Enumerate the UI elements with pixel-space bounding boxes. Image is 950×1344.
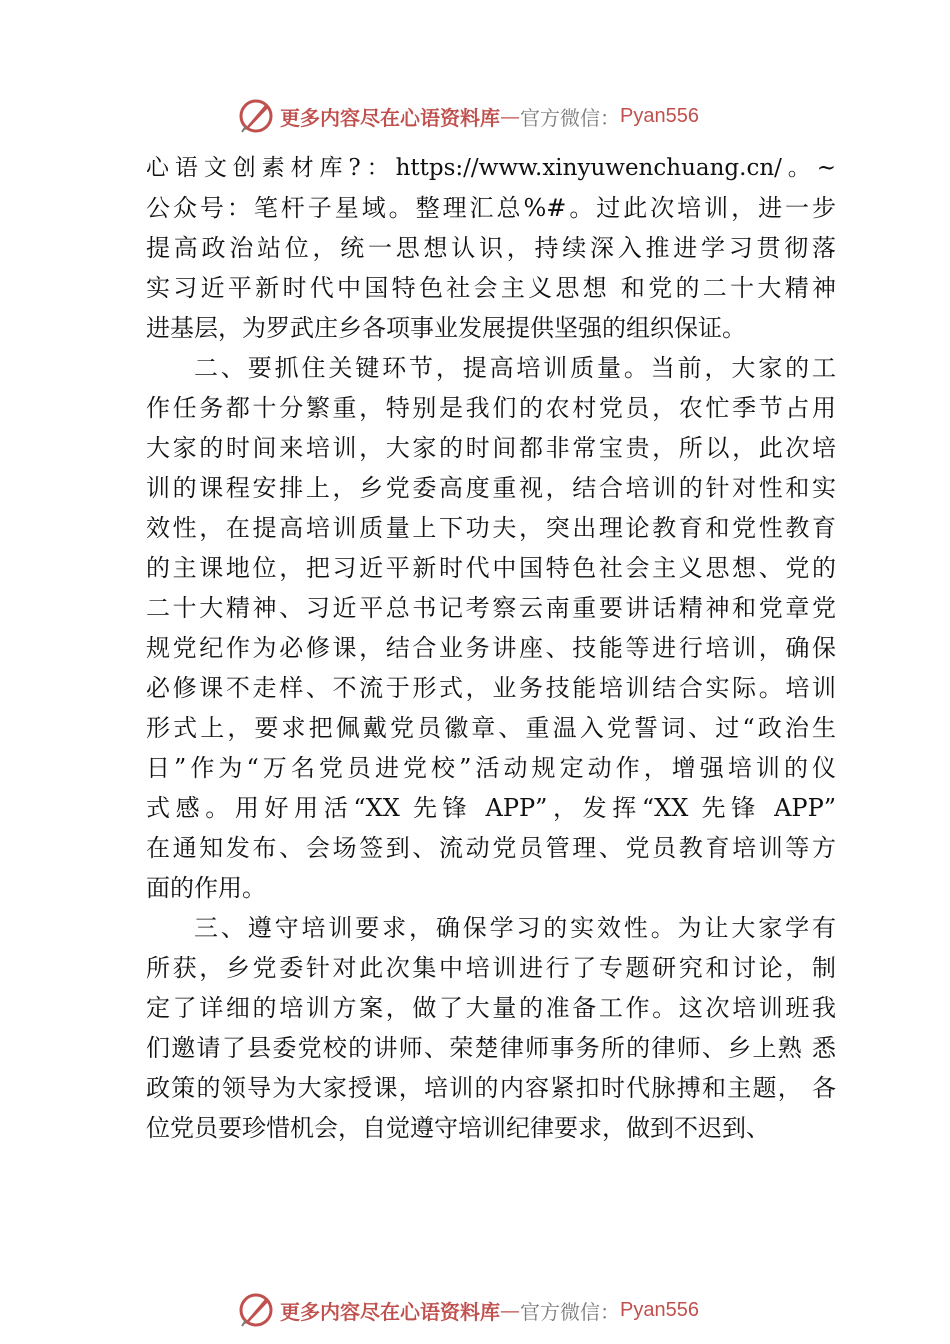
watermark-account: Pyan556 <box>620 104 699 127</box>
watermark-account: Pyan556 <box>620 1298 699 1321</box>
body-line: 式感。用好用活“XX 先锋 APP”，发挥“XX 先锋 APP” <box>146 794 836 822</box>
body-line: 必修课不走样、不流于形式，业务技能培训结合实际。培训 <box>146 674 836 702</box>
document-body <box>146 148 836 1148</box>
body-line: 所获，乡党委针对此次集中培训进行了专题研究和讨论，制 <box>146 954 836 982</box>
body-line: 提高政治站位，统一思想认识，持续深入推进学习贯彻落 <box>146 234 836 262</box>
body-line: 位党员要珍惜机会，自觉遵守培训纪律要求，做到不迟到、 <box>146 1114 770 1142</box>
quill-logo-icon <box>236 1290 276 1330</box>
body-line: 进基层，为罗武庄乡各项事业发展提供坚强的组织保证。 <box>146 314 746 342</box>
body-line: 定了详细的培训方案，做了大量的准备工作。这次培训班我 <box>146 994 836 1022</box>
watermark-separator: — <box>500 1298 520 1322</box>
body-line: 大家的时间来培训，大家的时间都非常宝贵，所以，此次培 <box>146 434 836 462</box>
body-line: 在通知发布、会场签到、流动党员管理、党员教育培训等方 <box>146 834 836 862</box>
body-line: 规党纪作为必修课，结合业务讲座、技能等进行培训，确保 <box>146 634 836 662</box>
body-line: 公众号：笔杆子星域。整理汇总%#。过此次培训，进一步 <box>146 194 836 222</box>
watermark-separator: — <box>500 104 520 128</box>
body-line: 二十大精神、习近平总书记考察云南重要讲话精神和党章党 <box>146 594 836 622</box>
body-line: 三、遵守培训要求，确保学习的实效性。为让大家学有 <box>194 914 836 942</box>
quill-logo-icon <box>236 96 276 136</box>
body-line: 日”作为“万名党员进党校”活动规定动作，增强培训的仪 <box>146 754 836 782</box>
watermark-label: 官方微信： <box>520 1299 620 1324</box>
body-line: 们邀请了县委党校的讲师、荣楚律师事务所的律师、乡上熟 悉 <box>146 1034 836 1062</box>
body-line: 实习近平新时代中国特色社会主义思想 和党的二十大精神 <box>146 274 836 302</box>
footer-watermark <box>236 1290 699 1330</box>
header-watermark <box>236 96 699 136</box>
body-line: 政策的领导为大家授课，培训的内容紧扣时代脉搏和主题， 各 <box>146 1074 836 1102</box>
body-line: 作任务都十分繁重，特别是我们的农村党员，农忙季节占用 <box>146 394 836 422</box>
body-line: 二、要抓住关键环节，提高培训质量。当前，大家的工 <box>194 354 836 382</box>
body-line: 形式上，要求把佩戴党员徽章、重温入党誓词、过“政治生 <box>146 714 836 742</box>
body-line: 面的作用。 <box>146 874 266 902</box>
watermark-brand: 更多内容尽在心语资料库 <box>280 105 500 130</box>
watermark-label: 官方微信： <box>520 105 620 130</box>
body-line: 心语文创素材库?：https://www.xinyuwenchuang.cn/。~ <box>146 155 836 181</box>
watermark-brand: 更多内容尽在心语资料库 <box>280 1299 500 1324</box>
body-line: 训的课程安排上，乡党委高度重视，结合培训的针对性和实 <box>146 474 836 502</box>
body-line: 效性，在提高培训质量上下功夫，突出理论教育和党性教育 <box>146 514 836 542</box>
body-line: 的主课地位，把习近平新时代中国特色社会主义思想、党的 <box>146 554 836 582</box>
